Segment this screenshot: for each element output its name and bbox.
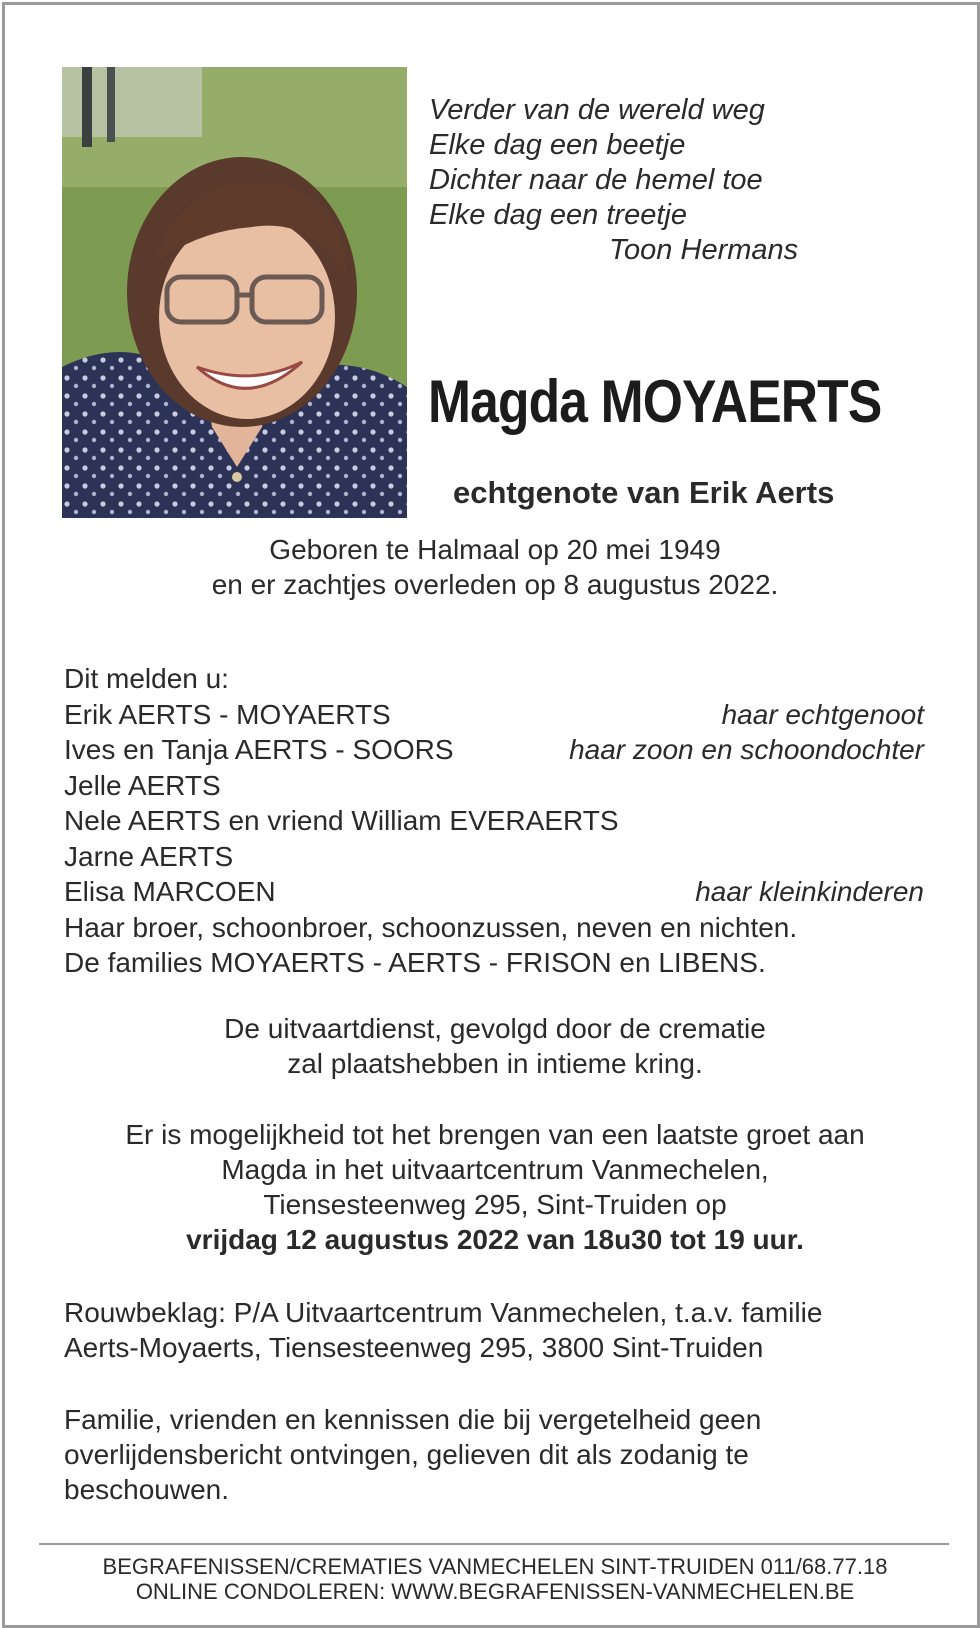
- family-names: Haar broer, schoonbroer, schoonzussen, neven en nichten.: [64, 911, 798, 943]
- family-row: [64, 803, 924, 839]
- family-row: [64, 697, 924, 733]
- family-names: Nele AERTS en vriend William EVERAERTS: [64, 805, 619, 836]
- deceased-name: Magda MOYAERTS: [428, 368, 882, 435]
- poem-line: Elke dag een beetje: [429, 129, 686, 161]
- condolence-line: Rouwbeklag: P/A Uitvaartcentrum Vanmechelen, t.a.v. familie: [64, 1297, 823, 1328]
- poem: [429, 93, 798, 268]
- poem-line: Dichter naar de hemel toe: [429, 164, 763, 196]
- family-names: Jelle AERTS: [64, 769, 221, 801]
- family-names: Elisa MARCOEN: [64, 876, 276, 907]
- funeral-home-contact: BEGRAFENISSEN/CREMATIES VANMECHELEN SINT-TRUIDEN 011/68.77.18: [102, 1554, 888, 1579]
- portrait-photo: [62, 67, 407, 518]
- condolence-address: [64, 1295, 944, 1365]
- visitation-line: Tiensesteenweg 295, Sint-Truiden op: [263, 1189, 727, 1220]
- notice-line: Familie, vrienden en kennissen die bij vergetelheid geen: [64, 1404, 762, 1435]
- notice-line: beschouwen.: [64, 1474, 230, 1505]
- family-intro: Dit melden u:: [64, 663, 229, 694]
- birth-death-info: [45, 532, 945, 602]
- family-role: haar kleinkinderen: [695, 876, 924, 907]
- notice-text: [64, 1402, 944, 1507]
- family-role: haar echtgenoot: [721, 698, 924, 730]
- poem-author: Toon Hermans: [609, 234, 799, 266]
- portrait-illustration: [62, 67, 407, 518]
- family-row: [64, 874, 924, 910]
- service-line: zal plaatshebben in intieme kring.: [287, 1048, 703, 1079]
- online-condolences: ONLINE CONDOLEREN: WWW.BEGRAFENISSEN-VANMECHELEN.BE: [135, 1579, 855, 1604]
- death-line: en er zachtjes overleden op 8 augustus 2022.: [211, 569, 779, 600]
- family-row: [64, 732, 924, 768]
- poem-line: Elke dag een treetje: [429, 199, 687, 231]
- condolence-line: Aerts-Moyaerts, Tiensesteenweg 295, 3800 Sint-Truiden: [64, 1332, 764, 1363]
- visitation-line: Er is mogelijkheid tot het brengen van een laatste groet aan: [125, 1119, 865, 1150]
- poem-line: Verder van de wereld weg: [429, 94, 765, 126]
- notice-line: overlijdensbericht ontvingen, gelieven dit als zodanig te: [64, 1439, 749, 1470]
- family-list: [64, 661, 924, 981]
- visitation-date: vrijdag 12 augustus 2022 van 18u30 tot 19 uur.: [186, 1224, 804, 1255]
- family-names: Jarne AERTS: [64, 840, 234, 872]
- visitation-info: [45, 1117, 945, 1257]
- family-names: De families MOYAERTS - AERTS - FRISON en LIBENS.: [64, 947, 766, 978]
- visitation-line: Magda in het uitvaartcentrum Vanmechelen,: [221, 1154, 769, 1185]
- service-info: [45, 1011, 945, 1081]
- footer-divider: [39, 1543, 949, 1545]
- family-row: [64, 910, 924, 946]
- family-names: Erik AERTS - MOYAERTS: [64, 698, 391, 730]
- family-row: [64, 768, 924, 804]
- service-line: De uitvaartdienst, gevolgd door de crematie: [224, 1013, 766, 1044]
- family-role: haar zoon en schoondochter: [569, 734, 924, 765]
- birth-line: Geboren te Halmaal op 20 mei 1949: [269, 534, 721, 565]
- family-row: [64, 839, 924, 875]
- obituary-card: [2, 2, 980, 1628]
- family-row: [64, 945, 924, 981]
- family-names: Ives en Tanja AERTS - SOORS: [64, 734, 454, 765]
- footer: [45, 1554, 945, 1604]
- spouse-line: echtgenote van Erik Aerts: [453, 475, 835, 510]
